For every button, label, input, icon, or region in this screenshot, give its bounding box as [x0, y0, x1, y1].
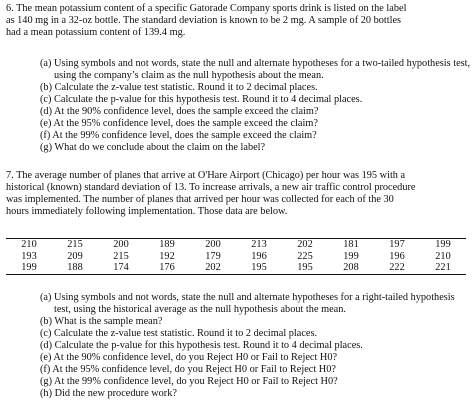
- problem-7-text: [6, 170, 468, 218]
- problem-6-part-d: (d) At the 90% confidence level, does the sample exceed the claim?: [40, 106, 319, 117]
- table-cell: 225: [297, 250, 313, 262]
- problem-7-part-b: (b) What is the sample mean?: [40, 316, 163, 327]
- problem-6-part-e: (e) At the 95% confidence level, does the sample exceed the claim?: [40, 118, 318, 129]
- table-cell: 192: [159, 250, 175, 262]
- problem-7-part-c: (c) Calculate the z-value test statistic. Round it to 2 decimal places.: [40, 328, 318, 339]
- table-row: [6, 262, 466, 274]
- problem-7-line: 7. The average number of planes that arrive at O'Hare Airport (Chicago) per hour was 195 with a: [6, 170, 406, 181]
- problem-6-part-b: (b) Calculate the z-value test statistic. Round it to 2 decimal places.: [40, 82, 318, 93]
- problem-7-part-g: (g) At the 99% confidence level, do you Reject H0 or Fail to Reject H0?: [40, 376, 338, 387]
- problem-6-part-f: (f) At the 99% confidence level, does the sample exceed the claim?: [40, 130, 317, 141]
- table-cell: 199: [420, 239, 466, 251]
- problem-7-part-a: (a) Using symbols and not words, state the null and alternate hypotheses for a right-tailed hypothesis test, using the historical average as the null hypothesis about the mean.: [40, 292, 455, 315]
- table-cell: 174: [98, 262, 144, 274]
- table-row: [6, 251, 466, 263]
- table-cell: 196: [389, 250, 405, 262]
- problem-7-line: historical (known) standard deviation of 13. To increase arrivals, a new air traffic control procedure: [6, 182, 416, 193]
- table-cell: 193: [21, 250, 37, 262]
- table-cell: 195: [282, 262, 328, 274]
- table-cell: 181: [328, 239, 374, 251]
- problem-6-line: 6. The mean potassium content of a specific Gatorade Company sports drink is listed on the label: [6, 3, 407, 14]
- table-cell: 215: [113, 250, 129, 262]
- table-cell: 176: [144, 262, 190, 274]
- table-cell: 200: [98, 239, 144, 251]
- problem-7-part-h: (h) Did the new procedure work?: [40, 388, 177, 399]
- table-cell: 208: [328, 262, 374, 274]
- problem-7-line: hours immediately following implementation. Those data are below.: [6, 206, 288, 217]
- table-cell: 188: [52, 262, 98, 274]
- problem-7-part-e: (e) At the 90% confidence level, do you Reject H0 or Fail to Reject H0?: [40, 352, 338, 363]
- table-cell: 200: [190, 239, 236, 251]
- problem-6-part-g: (g) What do we conclude about the claim on the label?: [40, 142, 266, 153]
- table-cell: 179: [205, 250, 221, 262]
- table-cell: 196: [251, 250, 267, 262]
- table-cell: 202: [190, 262, 236, 274]
- table-cell: 210: [435, 250, 451, 262]
- table-row: [6, 239, 466, 251]
- table-cell: 210: [6, 239, 52, 251]
- table-cell: 197: [374, 239, 420, 251]
- table-cell: 215: [52, 239, 98, 251]
- arrivals-data-table: [6, 238, 466, 275]
- table-cell: 202: [282, 239, 328, 251]
- table-cell: 199: [6, 262, 52, 274]
- problem-7-part-d: (d) Calculate the p-value for this hypothesis test. Round it to 4 decimal places.: [40, 340, 363, 351]
- problem-6-line: as 140 mg in a 32-oz bottle. The standard deviation is known to be 2 mg. A sample of 20 bottles: [6, 15, 402, 26]
- table-cell: 199: [343, 250, 359, 262]
- problem-6-part-c: (c) Calculate the p-value for this hypothesis test. Round it to 4 decimal places.: [40, 94, 363, 105]
- table-cell: 195: [236, 262, 282, 274]
- problem-6-part-a: (a) Using symbols and not words, state the null and alternate hypotheses for a two-tailed hypothesis test, using the company’s claim as the null hypothesis about the mean.: [40, 58, 471, 81]
- problem-7-part-f: (f) At the 95% confidence level, do you Reject H0 or Fail to Reject H0?: [40, 364, 336, 375]
- problem-6-text: [6, 3, 468, 39]
- table-cell: 213: [236, 239, 282, 251]
- problem-6-line: had a mean potassium content of 139.4 mg.: [6, 27, 186, 38]
- problem-7-parts: [40, 292, 470, 400]
- table-cell: 189: [144, 239, 190, 251]
- table-cell: 222: [374, 262, 420, 274]
- problem-6-parts: [40, 58, 470, 154]
- problem-7-line: was implemented. The number of planes that arrived per hour was collected for each of the 30: [6, 194, 394, 205]
- table-cell: 221: [420, 262, 466, 274]
- table-cell: 209: [67, 250, 83, 262]
